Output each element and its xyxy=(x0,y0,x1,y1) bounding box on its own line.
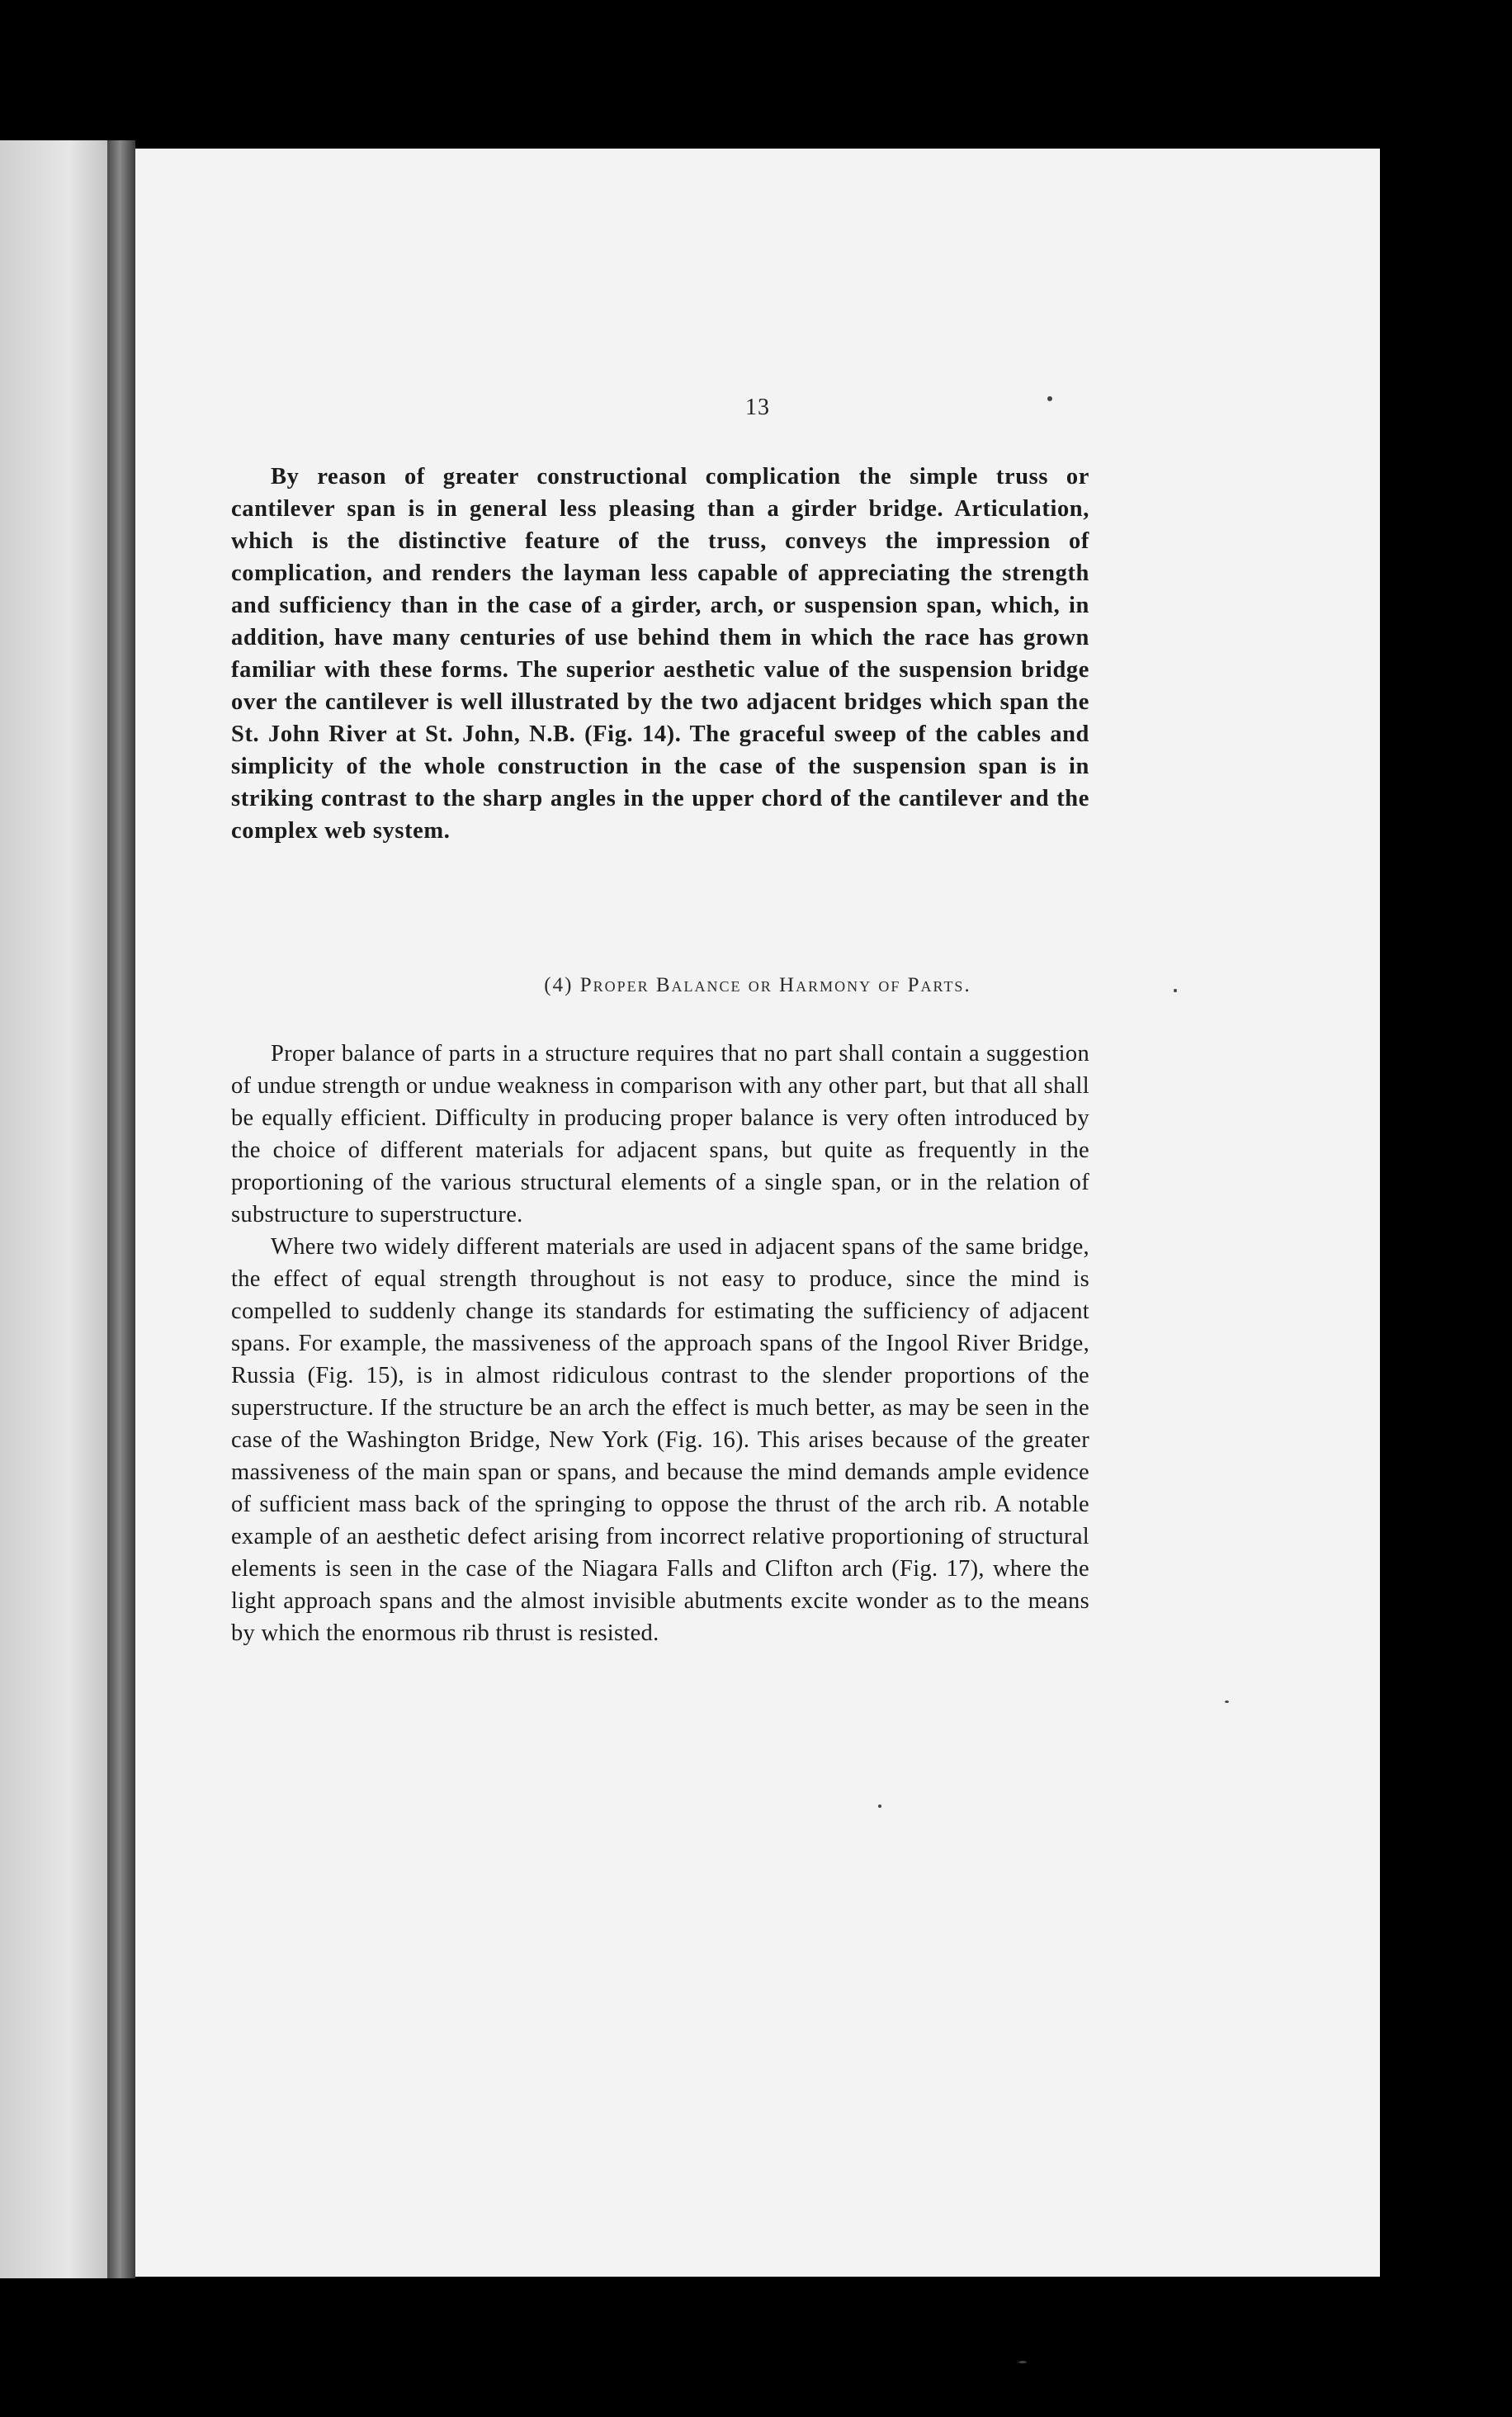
page-number: 13 xyxy=(745,395,770,420)
paragraph: Where two widely different materials are used in adjacent spans of the same bridge, the effect of equal strength throughout is not easy to produce, since the mind is compelled to suddenly change its standards for estimating the sufficiency of adjacent spans. For example, the massiveness of the approach spans of the Ingool River Bridge, Russia (Fig. 15), is in almost ridiculous contrast to the slender proportions of the superstructure. If the structure be an arch the effect is much better, as may be seen in the case of the Washington Bridge, New York (Fig. 16). This arises because of the greater massiveness of the main span or spans, and because the mind demands ample evidence of sufficient mass back of the springing to oppose the thrust of the arch rib. A notable example of an aesthetic defect arising from incorrect relative proportioning of structural elements is seen in the case of the Niagara Falls and Clifton arch (Fig. 17), where the light approach spans and the almost invisible abutments excite wonder as to the means by which the enormous rib thrust is resisted. xyxy=(231,1234,1089,1646)
paragraph: Proper balance of parts in a structure requires that no part shall contain a suggestion of undue strength or undue weakness in comparison with any other part, but that all shall be equally efficient. Difficulty in producing proper balance is very often introduced by the choice of different materials for adjacent spans, but quite as frequently in the proportioning of the various structural elements of a single span, or in the relation of substructure to superstructure. xyxy=(231,1041,1089,1227)
section-heading: (4) Proper Balance or Harmony of Parts. xyxy=(544,974,971,996)
book-page xyxy=(135,149,1380,2277)
paragraph: By reason of greater constructional complication the simple truss or cantilever span is in general less pleasing than a girder bridge. Articulation, which is the distinctive feature of the truss, conveys the impression of complication, and renders the layman less capable of appreciating the strength and sufficiency than in the case of a girder, arch, or suspension span, which, in addition, have many centuries of use behind them in which the race has grown familiar with these forms. The superior aesthetic value of the suspension bridge over the cantilever is well illustrated by the two adjacent bridges which span the St. John River at St. John, N.B. (Fig. 14). The graceful sweep of the cables and simplicity of the whole construction in the case of the suspension span is in striking contrast to the sharp angles in the upper chord of the cantilever and the complex web system. xyxy=(231,464,1089,844)
body-section xyxy=(231,1038,1089,1649)
book-spine xyxy=(107,140,135,2278)
intro-section xyxy=(231,461,1089,847)
facing-page-edge xyxy=(0,140,116,2278)
